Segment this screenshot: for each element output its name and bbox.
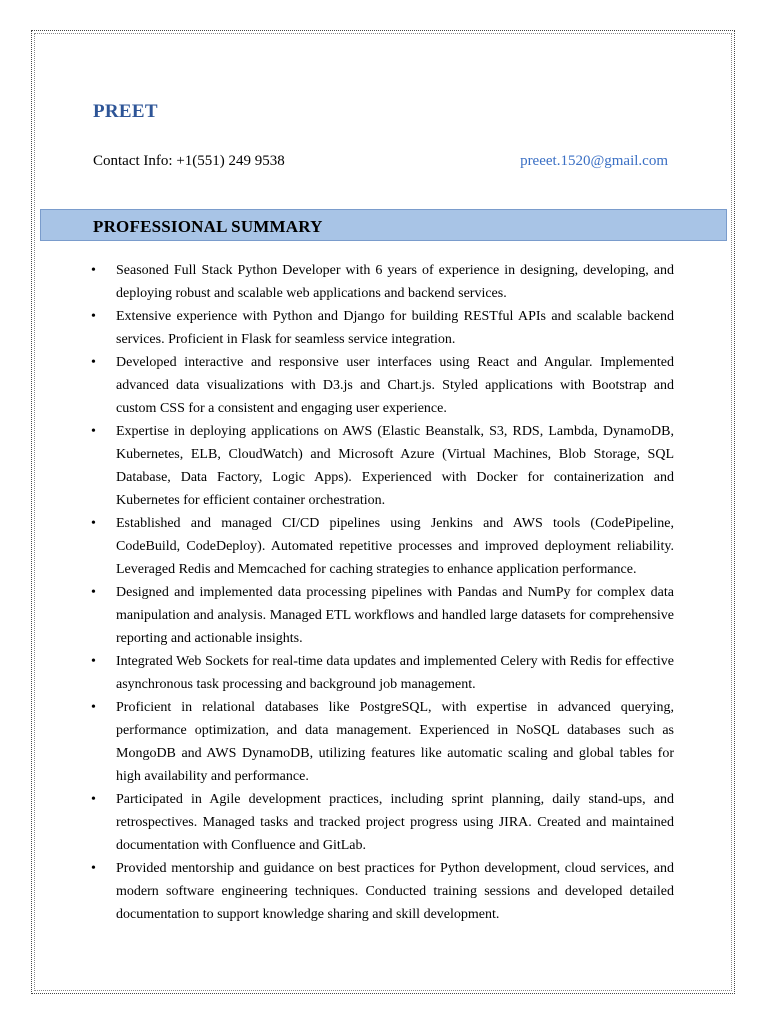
bullet-icon: • [91, 424, 96, 439]
summary-item-text: Expertise in deploying applications on AWS (Elastic Beanstalk, S3, RDS, Lambda, DynamoDB, Kubernetes, ELB, CloudWatch) and Microsoft Azure (Virtual Machines, Blob Storage, SQL Database, Data Factory, Logic Apps). Experienced with Docker for containerization and Kubernetes for efficient container orchestration. [116, 424, 674, 508]
summary-item [93, 420, 674, 512]
summary-item-text: Extensive experience with Python and Django for building RESTful APIs and scalable backend services. Proficient in Flask for seamless service integration. [116, 309, 674, 347]
section-title: PROFESSIONAL SUMMARY [93, 217, 323, 236]
bullet-icon: • [91, 654, 96, 669]
summary-item-text: Proficient in relational databases like PostgreSQL, with expertise in advanced querying, performance optimization, and data management. Experienced in NoSQL databases such as MongoDB and AWS DynamoDB, utilizing features like automatic scaling and global tables for high availability and performance. [116, 700, 674, 784]
bullet-icon: • [91, 585, 96, 600]
contact-line [93, 153, 668, 170]
summary-list [93, 259, 674, 926]
bullet-icon: • [91, 355, 96, 370]
bullet-icon: • [91, 792, 96, 807]
summary-item [93, 788, 674, 857]
summary-item-text: Developed interactive and responsive user interfaces using React and Angular. Implemented advanced data visualizations with D3.js and Chart.js. Styled applications with Bootstrap and custom CSS for a consistent and engaging user experience. [116, 355, 674, 416]
summary-item-text: Participated in Agile development practices, including sprint planning, daily stand-ups, and retrospectives. Managed tasks and tracked project progress using JIRA. Created and maintained documentation with Confluence and GitLab. [116, 792, 674, 853]
summary-item [93, 259, 674, 305]
summary-item-text: Provided mentorship and guidance on best practices for Python development, cloud services, and modern software engineering techniques. Conducted training sessions and developed detailed documentation to support knowledge sharing and skill development. [116, 861, 674, 922]
bullet-icon: • [91, 309, 96, 324]
summary-item-text: Integrated Web Sockets for real-time data updates and implemented Celery with Redis for effective asynchronous task processing and background job management. [116, 654, 674, 692]
candidate-name: PREET [93, 101, 158, 122]
summary-item [93, 305, 674, 351]
section-header-professional-summary [40, 209, 727, 241]
contact-phone: Contact Info: +1(551) 249 9538 [93, 153, 285, 169]
summary-item [93, 512, 674, 581]
summary-item [93, 857, 674, 926]
summary-item [93, 581, 674, 650]
summary-item [93, 696, 674, 788]
bullet-icon: • [91, 263, 96, 278]
summary-item-text: Designed and implemented data processing pipelines with Pandas and NumPy for complex data manipulation and analysis. Managed ETL workflows and handled large datasets for comprehensive reporting and actionable insights. [116, 585, 674, 646]
contact-email-link[interactable]: preeet.1520@gmail.com [520, 153, 668, 169]
summary-item [93, 650, 674, 696]
bullet-icon: • [91, 700, 96, 715]
summary-item [93, 351, 674, 420]
summary-item-text: Seasoned Full Stack Python Developer with 6 years of experience in designing, developing, and deploying robust and scalable web applications and backend services. [116, 263, 674, 301]
bullet-icon: • [91, 861, 96, 876]
summary-item-text: Established and managed CI/CD pipelines using Jenkins and AWS tools (CodePipeline, CodeBuild, CodeDeploy). Automated repetitive processes and improved deployment reliability. Leveraged Redis and Memcached for caching strategies to enhance application performance. [116, 516, 674, 577]
bullet-icon: • [91, 516, 96, 531]
